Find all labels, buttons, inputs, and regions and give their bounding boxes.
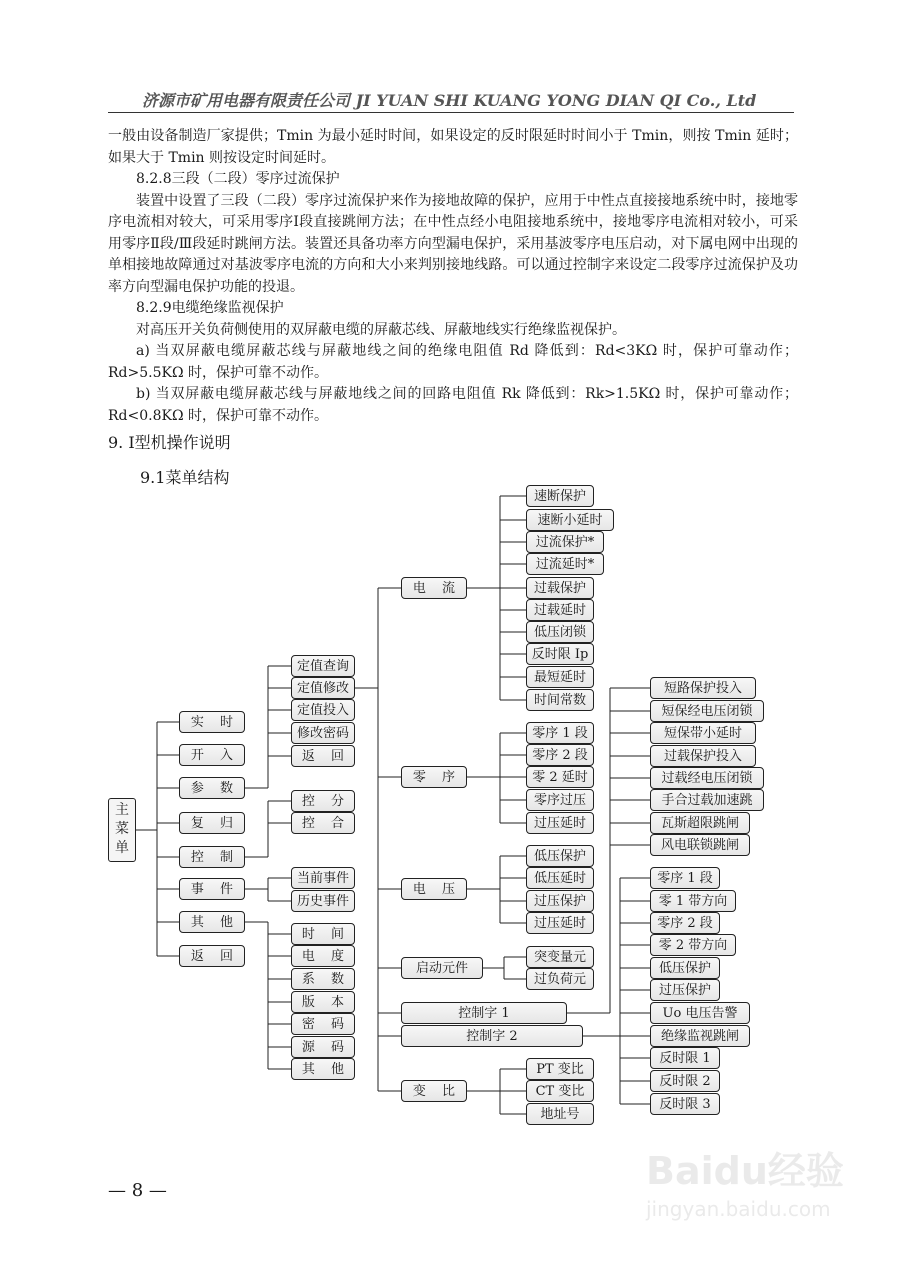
- zero-2-delay: 零 2 延时: [526, 766, 594, 788]
- current-instant-trip: 速断保护: [526, 485, 594, 507]
- menu-back: 返 回: [179, 945, 245, 967]
- other-coefficient: 系 数: [291, 968, 355, 990]
- section-9-1-heading: 9.1菜单结构: [140, 468, 230, 487]
- other-other: 其 他: [291, 1058, 355, 1080]
- cw1-short-voltage-lock: 短保经电压闭锁: [650, 700, 764, 722]
- other-version: 版 本: [291, 991, 355, 1013]
- current-time-constant: 时间常数: [526, 689, 594, 711]
- cw1-gas-overlimit-trip: 瓦斯超限跳闸: [650, 812, 750, 834]
- param-back: 返 回: [291, 745, 355, 767]
- group-voltage: 电 压: [401, 878, 467, 900]
- other-source-code: 源 码: [291, 1036, 355, 1058]
- watermark-url: jingyan.baidu.com: [646, 1197, 831, 1221]
- group-start-element: 启动元件: [401, 957, 483, 979]
- start-overload: 过负荷元: [526, 968, 594, 990]
- cw2-over-voltage: 过压保护: [650, 979, 720, 1001]
- cw2-inverse-time-2: 反时限 2: [650, 1070, 720, 1092]
- menu-reset: 复 归: [179, 812, 245, 834]
- group-current: 电 流: [401, 577, 467, 599]
- page-number: — 8 —: [108, 1180, 167, 1201]
- zero-overvoltage-delay: 过压延时: [526, 812, 594, 834]
- menu-other: 其 他: [179, 911, 245, 933]
- heading-8-2-8: 8.2.8三段（二段）零序过流保护: [136, 171, 340, 187]
- paragraph-zero-sequence: 装置中设置了三段（二段）零序过流保护来作为接地故障的保护，应用于中性点直接接地系统中时，接地零序电流相对较大，可采用零序Ⅰ段直接跳闸方法；在中性点经小电阻接地系统中，接地零序电流相对较小，可采用零序Ⅱ段/Ⅲ段延时跳闸方法。装置还具备功率方向型漏电保护，采用基波零序电压启动，对下属电网中出现的单相接地故障通过对基波零序电流的方向和大小来判别接地线路。可以通过控制字来设定二段零序过流保护及功率方向型漏电保护功能的投退。: [108, 192, 798, 295]
- cw1-short-circuit-enable: 短路保护投入: [650, 677, 756, 699]
- current-overload: 过载保护: [526, 577, 594, 599]
- voltage-low-delay: 低压延时: [526, 867, 594, 889]
- cw2-inverse-time-3: 反时限 3: [650, 1093, 720, 1115]
- group-zero-sequence: 零 序: [401, 766, 467, 788]
- paragraph-insulation: 对高压开关负荷侧使用的双屏蔽电缆的屏蔽芯线、屏蔽地线实行绝缘监视保护。: [136, 321, 626, 338]
- current-instant-short-delay: 速断小延时: [526, 509, 614, 531]
- ratio-ct: CT 变比: [526, 1080, 594, 1102]
- paragraph-tmin: 一般由设备制造厂家提供；Tmin 为最小延时时间，如果设定的反时限延时时间小于 Tmin，则按 Tmin 延时；如果大于 Tmin 则按设定时间延时。: [108, 128, 798, 166]
- cw2-zero-2-direction: 零 2 带方向: [650, 934, 736, 956]
- group-control-word-1: 控制字 1: [401, 1002, 567, 1024]
- param-modify: 定值修改: [291, 677, 355, 699]
- paragraph-condition-b: b) 当双屏蔽电缆屏蔽芯线与屏蔽地线之间的回路电阻值 Rk 降低到：Rk>1.5KΩ 时，保护可靠动作；Rd<0.8KΩ 时，保护可靠不动作。: [108, 386, 798, 424]
- param-enable: 定值投入: [291, 699, 355, 721]
- main-menu-box: 主菜单: [108, 798, 136, 862]
- current-inverse-time-ip: 反时限 Ip: [526, 643, 594, 665]
- group-ratio: 变 比: [401, 1080, 467, 1102]
- group-control-word-2: 控制字 2: [401, 1025, 583, 1047]
- control-open: 控 分: [291, 790, 355, 812]
- cw2-zero-stage-1: 零序 1 段: [650, 867, 720, 889]
- section-9-heading: 9. Ⅰ型机操作说明: [108, 433, 231, 452]
- paragraph-condition-a: a) 当双屏蔽电缆屏蔽芯线与屏蔽地线之间的绝缘电阻值 Rd 降低到：Rd<3KΩ 时，保护可靠动作；Rd>5.5KΩ 时，保护可靠不动作。: [108, 343, 798, 381]
- menu-realtime: 实 时: [179, 711, 245, 733]
- ratio-pt: PT 变比: [526, 1058, 594, 1080]
- cw2-zero-1-direction: 零 1 带方向: [650, 890, 736, 912]
- menu-input: 开 入: [179, 744, 245, 766]
- event-current: 当前事件: [291, 867, 355, 889]
- voltage-over-protection: 过压保护: [526, 890, 594, 912]
- start-sudden-change: 突变量元: [526, 946, 594, 968]
- menu-events: 事 件: [179, 878, 245, 900]
- current-min-delay: 最短延时: [526, 666, 594, 688]
- other-password: 密 码: [291, 1013, 355, 1035]
- voltage-low-protection: 低压保护: [526, 845, 594, 867]
- cw2-uo-voltage-alarm: Uo 电压告警: [650, 1002, 750, 1024]
- event-history: 历史事件: [291, 890, 355, 912]
- cw1-wind-power-interlock: 风电联锁跳闸: [650, 834, 750, 856]
- current-overload-delay: 过载延时: [526, 599, 594, 621]
- menu-control: 控 制: [179, 846, 245, 868]
- cw1-manual-overload-accel: 手合过载加速跳: [650, 789, 764, 811]
- current-overcurrent: 过流保护*: [526, 531, 604, 553]
- cw2-low-voltage: 低压保护: [650, 957, 720, 979]
- heading-8-2-9: 8.2.9电缆绝缘监视保护: [136, 300, 284, 316]
- zero-overvoltage: 零序过压: [526, 789, 594, 811]
- document-header: 济源市矿用电器有限责任公司 JI YUAN SHI KUANG YONG DIAN QI Co., Ltd: [142, 91, 757, 110]
- voltage-over-delay: 过压延时: [526, 912, 594, 934]
- zero-stage-2: 零序 2 段: [526, 744, 594, 766]
- zero-stage-1: 零序 1 段: [526, 722, 594, 744]
- watermark-logo: Baidu经验: [646, 1149, 844, 1193]
- ratio-address: 地址号: [526, 1103, 594, 1125]
- cw2-zero-stage-2: 零序 2 段: [650, 912, 720, 934]
- cw1-short-small-delay: 短保带小延时: [650, 722, 756, 744]
- menu-parameters: 参 数: [179, 777, 245, 799]
- cw2-insulation-monitor-trip: 绝缘监视跳闸: [650, 1025, 750, 1047]
- other-energy: 电 度: [291, 945, 355, 967]
- param-change-password: 修改密码: [291, 722, 355, 744]
- cw1-overload-enable: 过载保护投入: [650, 745, 756, 767]
- control-close: 控 合: [291, 812, 355, 834]
- cw2-inverse-time-1: 反时限 1: [650, 1047, 720, 1069]
- param-query: 定值查询: [291, 655, 355, 677]
- current-low-voltage-lock: 低压闭锁: [526, 621, 594, 643]
- baidu-watermark: [646, 1140, 856, 1250]
- cw1-overload-voltage-lock: 过载经电压闭锁: [650, 767, 764, 789]
- other-time: 时 间: [291, 923, 355, 945]
- current-overcurrent-delay: 过流延时*: [526, 553, 604, 575]
